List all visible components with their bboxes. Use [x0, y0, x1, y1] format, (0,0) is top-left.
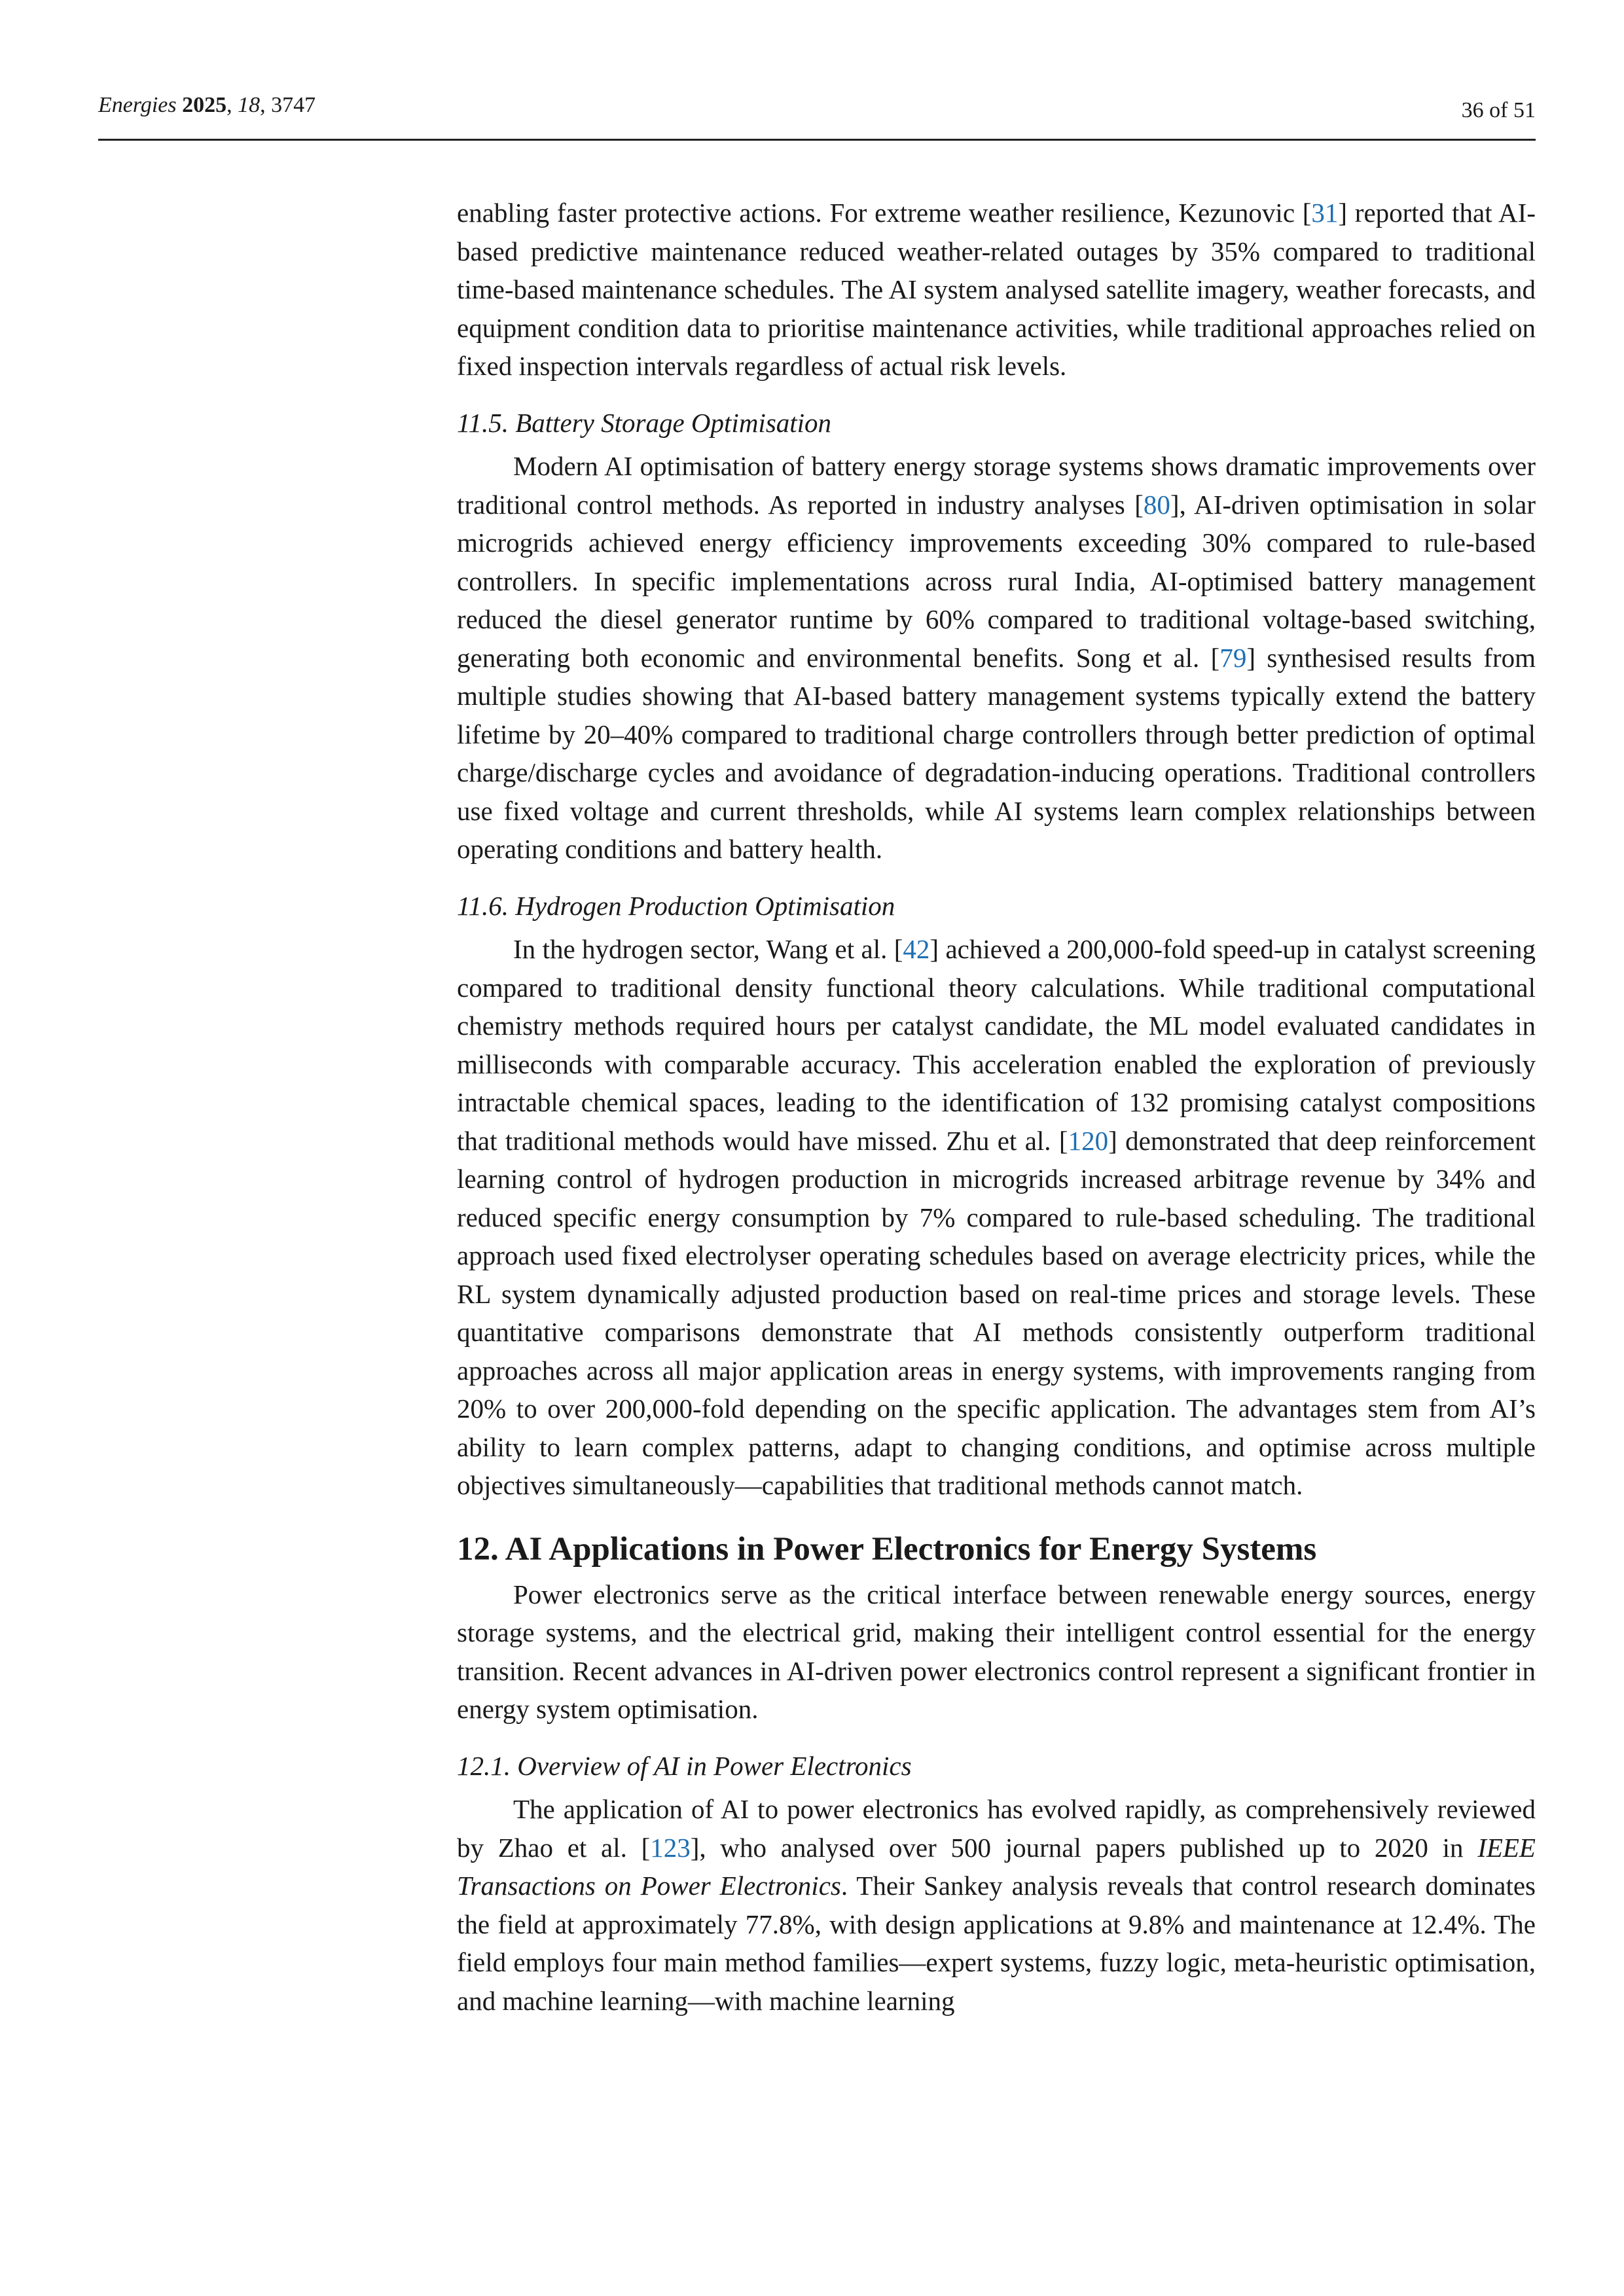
page-number: 36 of 51 [1461, 98, 1536, 122]
journal-name: Energies [98, 93, 177, 117]
journal-volume: 18 [238, 93, 261, 117]
section-heading: 12. AI Applications in Power Electronics for Energy Systems [457, 1530, 1317, 1568]
citation-link[interactable]: 42 [903, 934, 930, 964]
page-header [98, 93, 1536, 141]
article-number: 3747 [271, 93, 316, 117]
paragraph: The application of AI to power electronics has evolved rapidly, as comprehensively reviewed by Zhao et al. [123], who analysed over 500 journal papers published up to 2020 in IEEE Transactions on Power Electronics. Their Sankey analysis reveals that control research dominates the field at approximately 77.8%, with design applications at 9.8% and maintenance at 12.4%. The field employs four main method families—expert systems, fuzzy logic, meta-heuristic optimisation, and machine learning—with machine learning [457, 1794, 1536, 2016]
article-body [457, 194, 1536, 2020]
subsection-heading: 11.6. Hydrogen Production Optimisation [457, 890, 895, 921]
citation-link[interactable]: 79 [1219, 642, 1247, 673]
paragraph: enabling faster protective actions. For extreme weather resilience, Kezunovic [31] reported that AI-based predictive maintenance reduced weather-related outages by 35% compared to traditional time-based maintenance schedules. The AI system analysed satellite imagery, weather forecasts, and equipment condition data to prioritise maintenance activities, while traditional approaches relied on fixed inspection intervals regardless of actual risk levels. [457, 198, 1536, 381]
journal-citation: Energies 2025, 18, 3747 [98, 93, 316, 117]
paragraph: Modern AI optimisation of battery energy storage systems shows dramatic improvements over traditional control methods. As reported in industry analyses [80], AI-driven optimisation in solar microgrids achieved energy efficiency improvements exceeding 30% compared to rule-based controllers. In specific implementations across rural India, AI-optimised battery management reduced the diesel generator runtime by 60% compared to traditional voltage-based switching, generating both economic and environmental benefits. Song et al. [79] synthesised results from multiple studies showing that AI-based battery management systems typically extend the battery lifetime by 20–40% compared to traditional charge controllers through better prediction of optimal charge/discharge cycles and avoidance of degradation-inducing operations. Traditional controllers use fixed voltage and current thresholds, while AI systems learn complex relationships between operating conditions and battery health. [457, 451, 1536, 864]
subsection-heading: 12.1. Overview of AI in Power Electronics [457, 1750, 912, 1781]
citation-link[interactable]: 31 [1311, 198, 1339, 228]
citation-link[interactable]: 120 [1068, 1125, 1109, 1156]
citation-link[interactable]: 123 [650, 1832, 691, 1863]
citation-link[interactable]: 80 [1143, 489, 1170, 520]
journal-year: 2025 [182, 93, 227, 117]
paragraph: Power electronics serve as the critical interface between renewable energy sources, energy storage systems, and the electrical grid, making their intelligent control essential for the energy transition. Recent advances in AI-driven power electronics control represent a significant frontier in energy system optimisation. [457, 1579, 1536, 1724]
subsection-heading: 11.5. Battery Storage Optimisation [457, 407, 832, 438]
paragraph: In the hydrogen sector, Wang et al. [42] achieved a 200,000-fold speed-up in catalyst screening compared to traditional density functional theory calculations. While traditional computational chemistry methods required hours per catalyst candidate, the ML model evaluated candidates in milliseconds with comparable accuracy. This acceleration enabled the exploration of previously intractable chemical spaces, leading to the identification of 132 promising catalyst compositions that traditional methods would have missed. Zhu et al. [120] demonstrated that deep reinforcement learning control of hydrogen production in microgrids increased arbitrage revenue by 34% and reduced specific energy consumption by 7% compared to rule-based scheduling. The traditional approach used fixed electrolyser operating schedules based on average electricity prices, while the RL system dynamically adjusted production based on real-time prices and storage levels. These quantitative comparisons demonstrate that AI methods consistently outperform traditional approaches across all major application areas in energy systems, with improvements ranging from 20% to over 200,000-fold depending on the specific application. The advantages stem from AI’s ability to learn complex patterns, adapt to changing conditions, and optimise across multiple objectives simultaneously—capabilities that traditional methods cannot match. [457, 934, 1536, 1500]
journal-title-emphasis: IEEE Transactions on Power Electronics [457, 1832, 1536, 1901]
